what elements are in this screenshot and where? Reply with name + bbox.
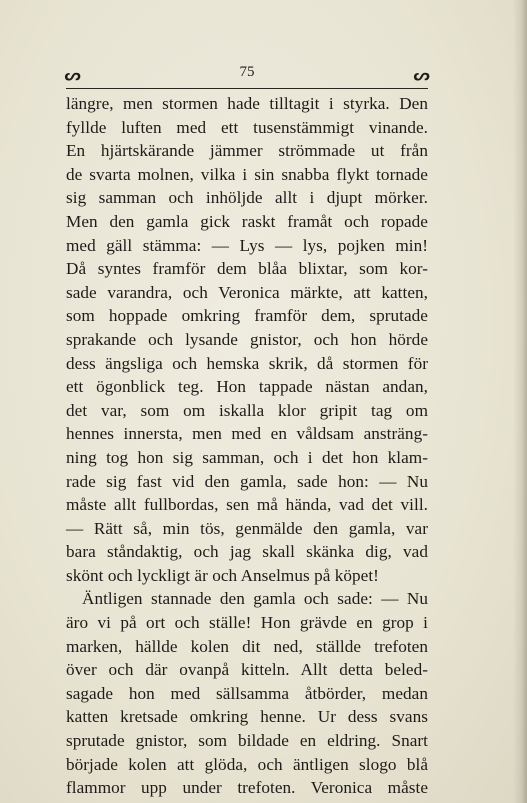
text-line: äro vi på ort och ställe! Hon grävde en grop i: [66, 613, 428, 633]
text-line: bara ståndaktig, och jag skall skänka dig, vad: [66, 542, 428, 562]
running-header: [66, 62, 428, 86]
text-line: — Rätt så, min tös, genmälde den gamla, var: [66, 518, 428, 538]
text-line: sprutade gnistor, som bildade en eldring. Snart: [66, 731, 428, 751]
text-line: längre, men stormen hade tilltagit i styrka. Den: [66, 94, 428, 113]
text-line: katten kretsade omkring henne. Ur dess svans: [66, 707, 428, 727]
text-line: hennes innersta, men med en våldsam ansträng-: [66, 424, 428, 444]
text-line: dess ängsliga och hemska skrik, då stormen för: [66, 353, 428, 373]
page-number: 75: [239, 64, 255, 80]
text-line: marken, hällde kolen dit ned, ställde trefoten: [66, 636, 428, 656]
text-line: fyllde luften med ett tusenstämmigt vinande.: [66, 117, 428, 137]
text-line: Äntligen stannade den gamla och sade: — Nu: [82, 589, 428, 609]
text-line: som hoppade omkring framför dem, sprutade: [66, 306, 428, 326]
text-line: sagade hon med sällsamma åtbörder, medan: [66, 683, 428, 703]
text-line: de svarta molnen, vilka i sin snabba flykt tornade: [66, 164, 428, 184]
text-line: flammor upp under trefoten. Veronica måste: [66, 778, 428, 798]
text-line: sade varandra, och Veronica märkte, att katten,: [66, 282, 428, 302]
text-line: med gäll stämma: — Lys — lys, pojken min!: [66, 235, 428, 255]
text-line: sprakande och lysande gnistor, och hon hörde: [66, 329, 428, 349]
text-line: skönt och lyckligt är och Anselmus på köpet!: [66, 565, 379, 585]
body-text: [66, 92, 428, 800]
text-line: rade sig fast vid den gamla, sade hon: — Nu: [66, 471, 428, 491]
header-ornament-right: ᔕ: [413, 66, 430, 84]
text-line: det var, som om iskalla klor gripit tag om: [66, 400, 428, 420]
text-line: Men den gamla gick raskt framåt och ropade: [66, 211, 428, 231]
text-line: ning tog hon sig samman, och i det hon klam-: [66, 447, 428, 467]
page-edge-shadow: [513, 0, 527, 803]
text-line: ett ögonblick teg. Hon tappade nästan andan,: [66, 377, 428, 397]
text-line: måste allt fullbordas, sen må hända, vad det vill.: [66, 495, 428, 515]
text-line: En hjärtskärande jämmer strömmade ut från: [66, 141, 428, 161]
text-line: sig samman och inhöljde allt i djupt mörker.: [66, 188, 428, 208]
text-line: över och där ovanpå kitteln. Allt detta beled-: [66, 660, 428, 680]
header-ornament-left: ᔕ: [64, 66, 81, 84]
text-line: Då syntes framför dem blåa blixtar, som kor-: [66, 259, 428, 279]
header-rule: [66, 88, 428, 89]
text-line: började kolen att glöda, och äntligen slogo blå: [66, 754, 428, 774]
